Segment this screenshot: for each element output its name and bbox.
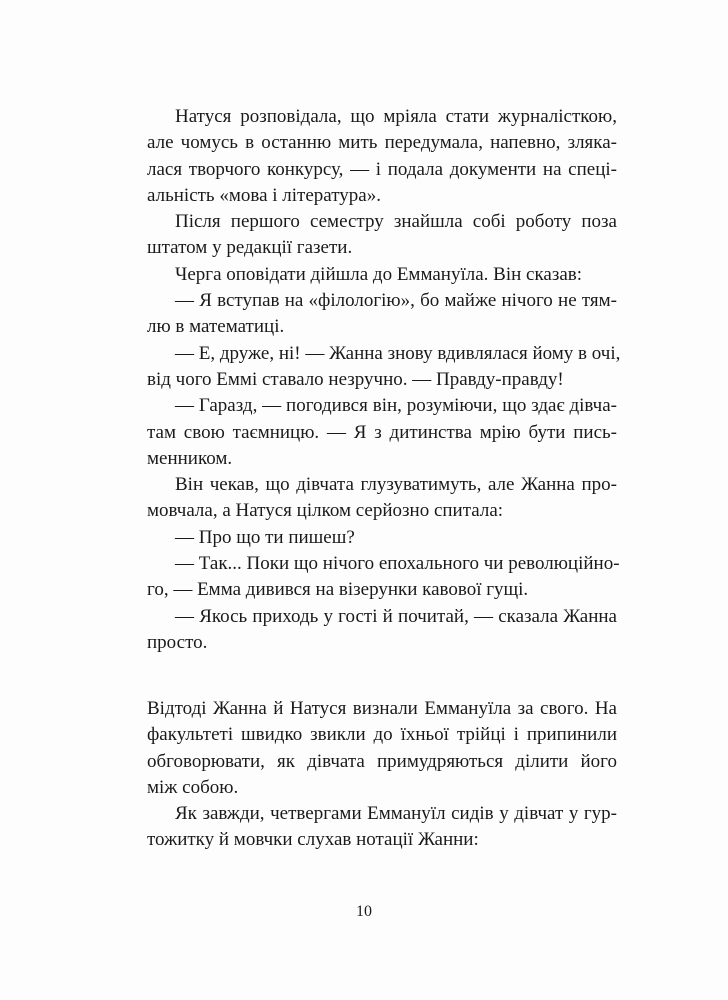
- text-line: Відтоді Жанна й Натуся визнали Еммануїла за свого. На: [147, 698, 617, 719]
- text-line: там свою таємницю. — Я з дитинства мрію бути пись-: [147, 421, 617, 443]
- text-line: обговорювати, як дівчата примудряються ділити його: [147, 750, 617, 772]
- text-line: лю в математиці.: [147, 316, 285, 338]
- text-line: від чого Еммі ставало незручно. — Правду-правду!: [147, 368, 564, 390]
- text-line: тожитку й мовчки слухав нотації Жанни:: [147, 829, 479, 851]
- text-line: — Гаразд, — погодився він, розуміючи, що здає дівча-: [175, 395, 617, 417]
- text-line: між собою.: [147, 776, 239, 798]
- text-line: альність «мова і література».: [147, 184, 381, 206]
- text-line: го, — Емма дивився на візерунки кавової гущі.: [147, 579, 529, 601]
- text-line: — Про що ти пишеш?: [175, 526, 355, 548]
- text-line: — Е, друже, ні! — Жанна знову вдивлялася йому в очі,: [175, 342, 621, 364]
- text-line: Після першого семестру знайшла собі роботу поза: [175, 211, 617, 233]
- text-line: — Так... Поки що нічого епохального чи революційно-: [175, 553, 620, 575]
- text-line: — Якось приходь у гості й почитай, — сказала Жанна: [175, 605, 617, 627]
- text-section-1: [147, 104, 621, 656]
- text-line: Черга оповідати дійшла до Еммануїла. Він сказав:: [175, 263, 583, 285]
- text-line: штатом у редакції газети.: [147, 237, 353, 259]
- text-line: мовчала, а Натуся цілком серйозно спитала:: [147, 500, 504, 522]
- page-number: 10: [356, 903, 372, 920]
- text-line: факультеті швидко звикли до їхньої трійці і припинили: [147, 724, 617, 746]
- text-section-2: [147, 696, 617, 854]
- text-line: Натуся розповідала, що мріяла стати журналісткою,: [175, 106, 617, 127]
- text-line: але чомусь в останню мить передумала, напевно, зляка-: [147, 132, 617, 154]
- text-line: Він чекав, що дівчата глузуватимуть, але Жанна про-: [175, 474, 617, 496]
- text-line: менником.: [147, 447, 233, 469]
- text-line: Як завжди, четвергами Еммануїл сидів у дівчат у гур-: [175, 803, 617, 825]
- text-line: просто.: [147, 631, 208, 653]
- text-line: — Я вступав на «філологію», бо майже нічого не тям-: [175, 290, 617, 312]
- text-line: лася творчого конкурсу, — і подала документи на спеці-: [147, 158, 617, 180]
